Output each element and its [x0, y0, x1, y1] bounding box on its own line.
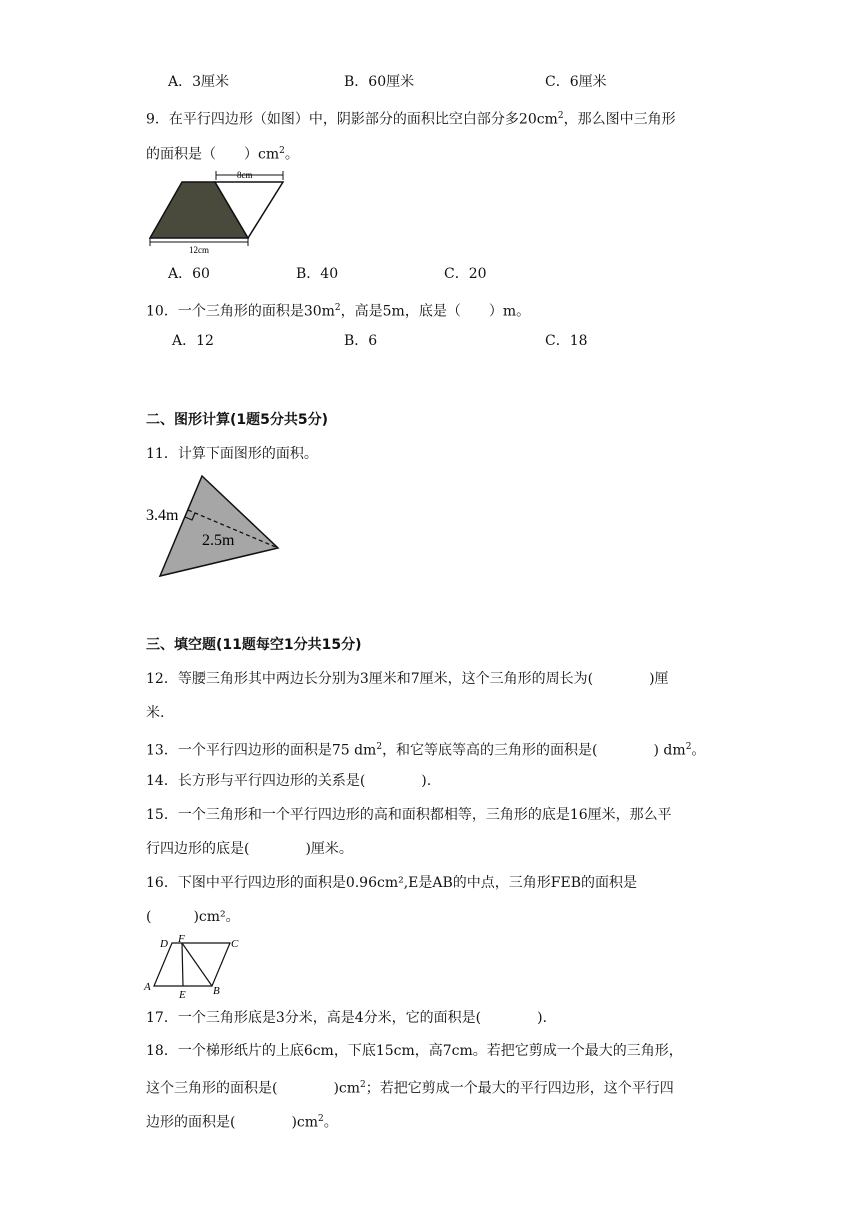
q10-line	[146, 298, 530, 322]
q16-label-a: A	[144, 981, 151, 993]
q11-height-label: 2.5m	[202, 532, 235, 549]
q8-option-b: B．60厘米	[344, 74, 415, 90]
q18-line2-sup: 2	[360, 1080, 366, 1090]
section3-title: 三、填空题(11题每空1分共15分)	[146, 637, 362, 653]
q18-line3-text: 边形的面积是( )cm	[146, 1114, 319, 1131]
q13-sup: 2	[376, 742, 383, 752]
q9-line2-sup: 2	[279, 146, 285, 156]
q17-text: 17．一个三角形底是3分米，高是4分米，它的面积是( ).	[146, 1010, 548, 1026]
q9-line1-end: ，那么图中三角形	[563, 111, 676, 128]
q13-text-mid: ，和它等底等高的三角形的面积是( ) dm	[382, 742, 686, 759]
q9-line1	[146, 106, 676, 130]
q8-option-c: C．6厘米	[545, 74, 607, 90]
q18-line3	[146, 1109, 338, 1133]
q9-option-b: B．40	[296, 266, 339, 282]
q12-line2: 米.	[146, 705, 165, 721]
q18-line2-text: 这个三角形的面积是( )cm	[146, 1080, 361, 1097]
q18-line2	[146, 1075, 674, 1099]
q16-line2: ( )cm²。	[146, 909, 240, 925]
q9-line2-end: 。	[284, 146, 299, 163]
q9-line2-text: 的面积是（ ）cm	[146, 146, 280, 163]
q10-option-a: A．12	[172, 333, 214, 349]
q11-side-label: 3.4m	[146, 507, 179, 524]
q10-sup: 2	[334, 303, 341, 313]
q9-option-a: A．60	[168, 266, 210, 282]
q16-label-b: B	[213, 985, 220, 997]
q15-line1: 15．一个三角形和一个平行四边形的高和面积都相等，三角形的底是16厘米，那么平	[146, 807, 672, 823]
q18-line3-sup: 2	[318, 1114, 324, 1124]
q13-line	[146, 737, 705, 761]
q14-text: 14．长方形与平行四边形的关系是( ).	[146, 773, 432, 789]
q10-text: 10．一个三角形的面积是30m	[146, 303, 335, 320]
q16-parallelogram-figure	[142, 934, 252, 1000]
q11-text: 11．计算下面图形的面积。	[146, 446, 318, 462]
q9-top-label: 8cm	[237, 170, 253, 180]
section2-title: 二、图形计算(1题5分共5分)	[146, 412, 329, 428]
q11-triangle-figure	[140, 470, 290, 582]
q8-option-a: A．3厘米	[168, 74, 230, 90]
q9-line2	[146, 141, 299, 165]
q13-sup2: 2	[685, 742, 692, 752]
q11-triangle	[160, 476, 278, 576]
q12-line1: 12．等腰三角形其中两边长分别为3厘米和7厘米，这个三角形的周长为( )厘	[146, 671, 669, 687]
q13-text-end: 。	[691, 742, 706, 759]
q15-line2: 行四边形的底是( )厘米。	[146, 841, 353, 857]
q16-label-f: F	[178, 934, 185, 945]
q16-label-d: D	[160, 938, 168, 950]
q10-text-end: ，高是5m，底是（ ）m。	[340, 303, 531, 320]
q16-label-c: C	[231, 938, 239, 950]
q9-parallelogram-figure	[140, 166, 300, 256]
q18-line3-end: 。	[323, 1114, 338, 1131]
q9-line1-sup: 2	[557, 111, 564, 121]
q13-text: 13．一个平行四边形的面积是75 dm	[146, 742, 377, 759]
q16-label-e: E	[179, 989, 186, 1000]
q18-line2-end: ；若把它剪成一个最大的平行四边形，这个平行四	[365, 1080, 674, 1097]
q10-option-b: B．6	[344, 333, 378, 349]
q9-bottom-label: 12cm	[189, 245, 209, 255]
q9-line1-text: 9．在平行四边形（如图）中，阴影部分的面积比空白部分多20cm	[146, 111, 558, 128]
q10-option-c: C．18	[545, 333, 588, 349]
q9-option-c: C．20	[444, 266, 487, 282]
q18-line1: 18．一个梯形纸片的上底6cm，下底15cm，高7cm。若把它剪成一个最大的三角形，	[146, 1043, 683, 1059]
q16-line1: 16．下图中平行四边形的面积是0.96cm²,E是AB的中点，三角形FEB的面积是	[146, 875, 638, 891]
